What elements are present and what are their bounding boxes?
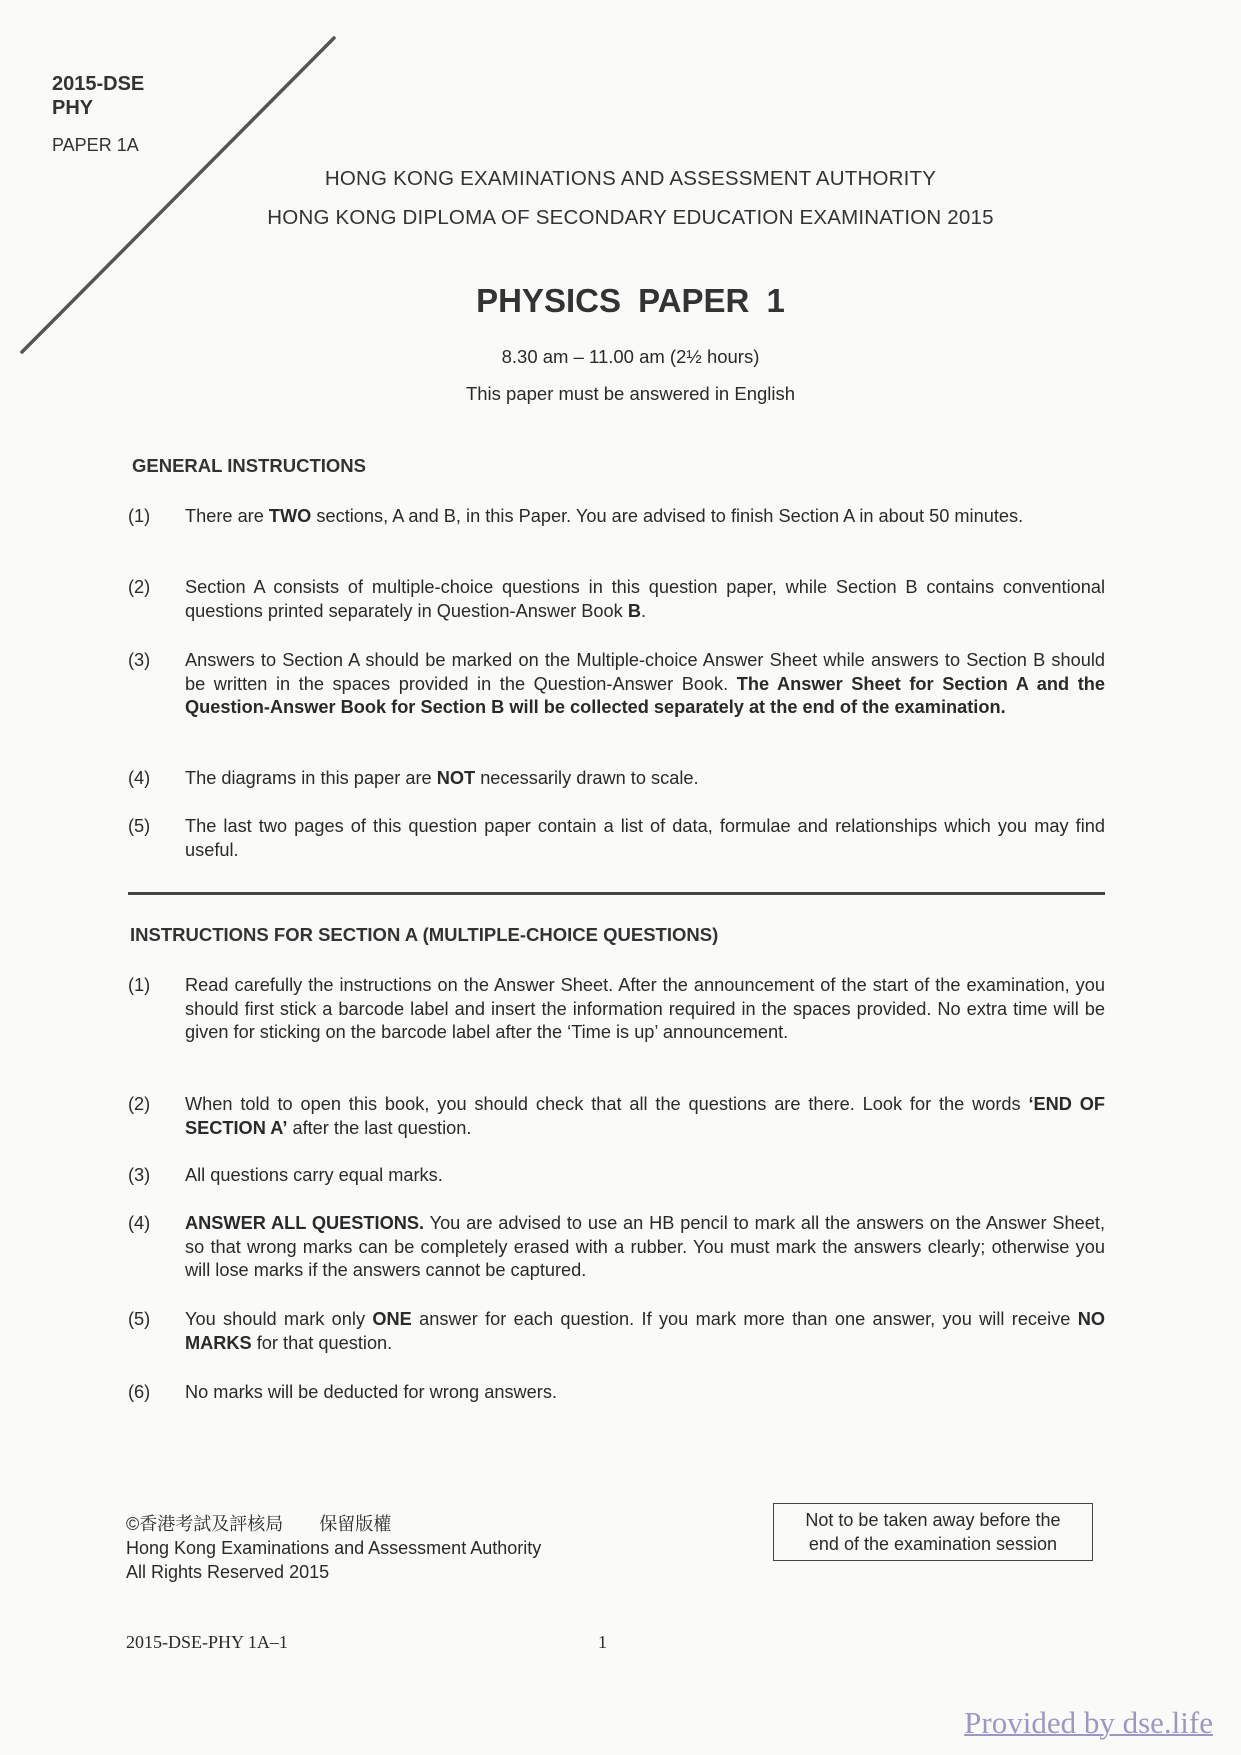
item-text: after the last question. — [287, 1117, 472, 1138]
section-a-item-3 — [128, 1164, 1105, 1188]
item-emphasis: TWO — [268, 506, 312, 526]
general-item-3 — [128, 649, 1105, 720]
general-item-1 — [128, 505, 1105, 529]
item-text: When told to open this book, you should check that all the questions are there. Look for the words — [185, 1094, 1029, 1114]
exam-time: 8.30 am – 11.00 am (2½ hours) — [501, 346, 760, 367]
paper-code — [52, 72, 144, 120]
section-a-heading: INSTRUCTIONS FOR SECTION A (MULTIPLE-CHOICE QUESTIONS) — [130, 924, 719, 945]
footer-code: 2015-DSE-PHY 1A–1 — [126, 1632, 288, 1652]
item-number: (6) — [128, 1382, 151, 1402]
item-text: All questions carry equal marks. — [185, 1165, 443, 1185]
item-text: sections, A and B, in this Paper. You are advised to finish Section A in about 50 minutes. — [311, 506, 1024, 526]
paper-code-year: 2015-DSE — [52, 73, 145, 95]
item-text: Read carefully the instructions on the Answer Sheet. After the announcement of the start of the examination, you should first stick a barcode label and insert the information required in the spaces provided. No extra time will be given for sticking on the barcode label after the ‘Time is up’ announcement. — [185, 975, 1105, 1042]
item-text: You should mark only — [185, 1309, 373, 1329]
section-divider — [128, 892, 1105, 895]
item-number: (3) — [128, 1165, 151, 1185]
section-a-item-2 — [128, 1093, 1105, 1140]
item-emphasis: NO MARKS — [185, 1309, 1105, 1353]
item-text: No marks will be deducted for wrong answers. — [185, 1382, 557, 1402]
item-text: The diagrams in this paper are — [185, 768, 437, 788]
general-instructions-heading: GENERAL INSTRUCTIONS — [132, 455, 367, 476]
copyright-chinese: ©香港考試及評核局 保留版權 — [126, 1514, 392, 1534]
language-note: This paper must be answered in English — [465, 383, 796, 404]
item-emphasis: The Answer Sheet for Section A and the Question-Answer Book for Section B will be collected separately at the end of the examination. — [185, 673, 1105, 717]
item-text: necessarily drawn to scale. — [475, 768, 699, 788]
item-emphasis: B — [627, 600, 641, 621]
page-title: PHYSICS PAPER 1 — [476, 282, 785, 319]
item-text: Answers to Section A should be marked on the Multiple-choice Answer Sheet while answers to Section B should be written in the spaces provided in the Question-Answer Book. — [185, 650, 1105, 694]
watermark-link[interactable]: Provided by dse.life — [964, 1705, 1213, 1740]
authority-heading: HONG KONG EXAMINATIONS AND ASSESSMENT AUTHORITY — [324, 167, 937, 190]
item-number: (2) — [128, 1094, 151, 1114]
item-emphasis: ‘END OF SECTION A’ — [185, 1094, 1105, 1138]
item-number: (5) — [128, 816, 151, 836]
copyright-block — [126, 1512, 541, 1584]
general-item-4 — [128, 767, 1105, 791]
item-number: (1) — [128, 975, 151, 995]
item-number: (4) — [128, 1213, 151, 1233]
notice-line-2: end of the examination session — [808, 1534, 1058, 1554]
item-text: The last two pages of this question paper contain a list of data, formulae and relationships which you may find useful. — [185, 816, 1105, 860]
exam-heading: HONG KONG DIPLOMA OF SECONDARY EDUCATION EXAMINATION 2015 — [267, 206, 994, 229]
notice-line-1: Not to be taken away before the — [805, 1510, 1061, 1530]
item-number: (1) — [128, 506, 151, 526]
item-number: (5) — [128, 1309, 151, 1329]
item-number: (2) — [128, 577, 151, 597]
item-text: You are advised to use an HB pencil to mark all the answers on the Answer Sheet, so that wrong marks can be completely erased with a rubber. You must mark the answers clearly; otherwise you will lose marks if the answers cannot be captured. — [185, 1213, 1105, 1280]
item-emphasis: ONE — [372, 1309, 412, 1329]
general-item-5 — [128, 815, 1105, 862]
section-a-item-5 — [128, 1308, 1105, 1355]
section-a-item-6 — [128, 1381, 1105, 1405]
item-text: answer for each question. If you mark more than one answer, you will receive — [411, 1309, 1078, 1329]
section-a-item-1 — [128, 974, 1105, 1045]
notice-box — [773, 1503, 1093, 1561]
item-text: . — [640, 600, 647, 621]
section-a-item-4 — [128, 1212, 1105, 1283]
page-number: 1 — [598, 1632, 607, 1652]
corner-diagonal-line — [0, 0, 1241, 400]
item-number: (4) — [128, 768, 151, 788]
paper-code-subject: PHY — [52, 97, 94, 119]
copyright-rights: All Rights Reserved 2015 — [126, 1562, 330, 1582]
item-emphasis: ANSWER ALL QUESTIONS. — [185, 1213, 425, 1233]
copyright-english: Hong Kong Examinations and Assessment Authority — [126, 1538, 542, 1558]
item-text: Section A consists of multiple-choice questions in this question paper, while Section B contains conventional questions printed separately in Question-Answer Book — [185, 577, 1105, 621]
general-item-2 — [128, 576, 1105, 623]
paper-label: PAPER 1A — [52, 135, 139, 155]
item-emphasis: NOT — [436, 768, 476, 788]
item-number: (3) — [128, 650, 151, 670]
item-text: There are — [185, 506, 269, 526]
item-text: for that question. — [251, 1332, 393, 1353]
